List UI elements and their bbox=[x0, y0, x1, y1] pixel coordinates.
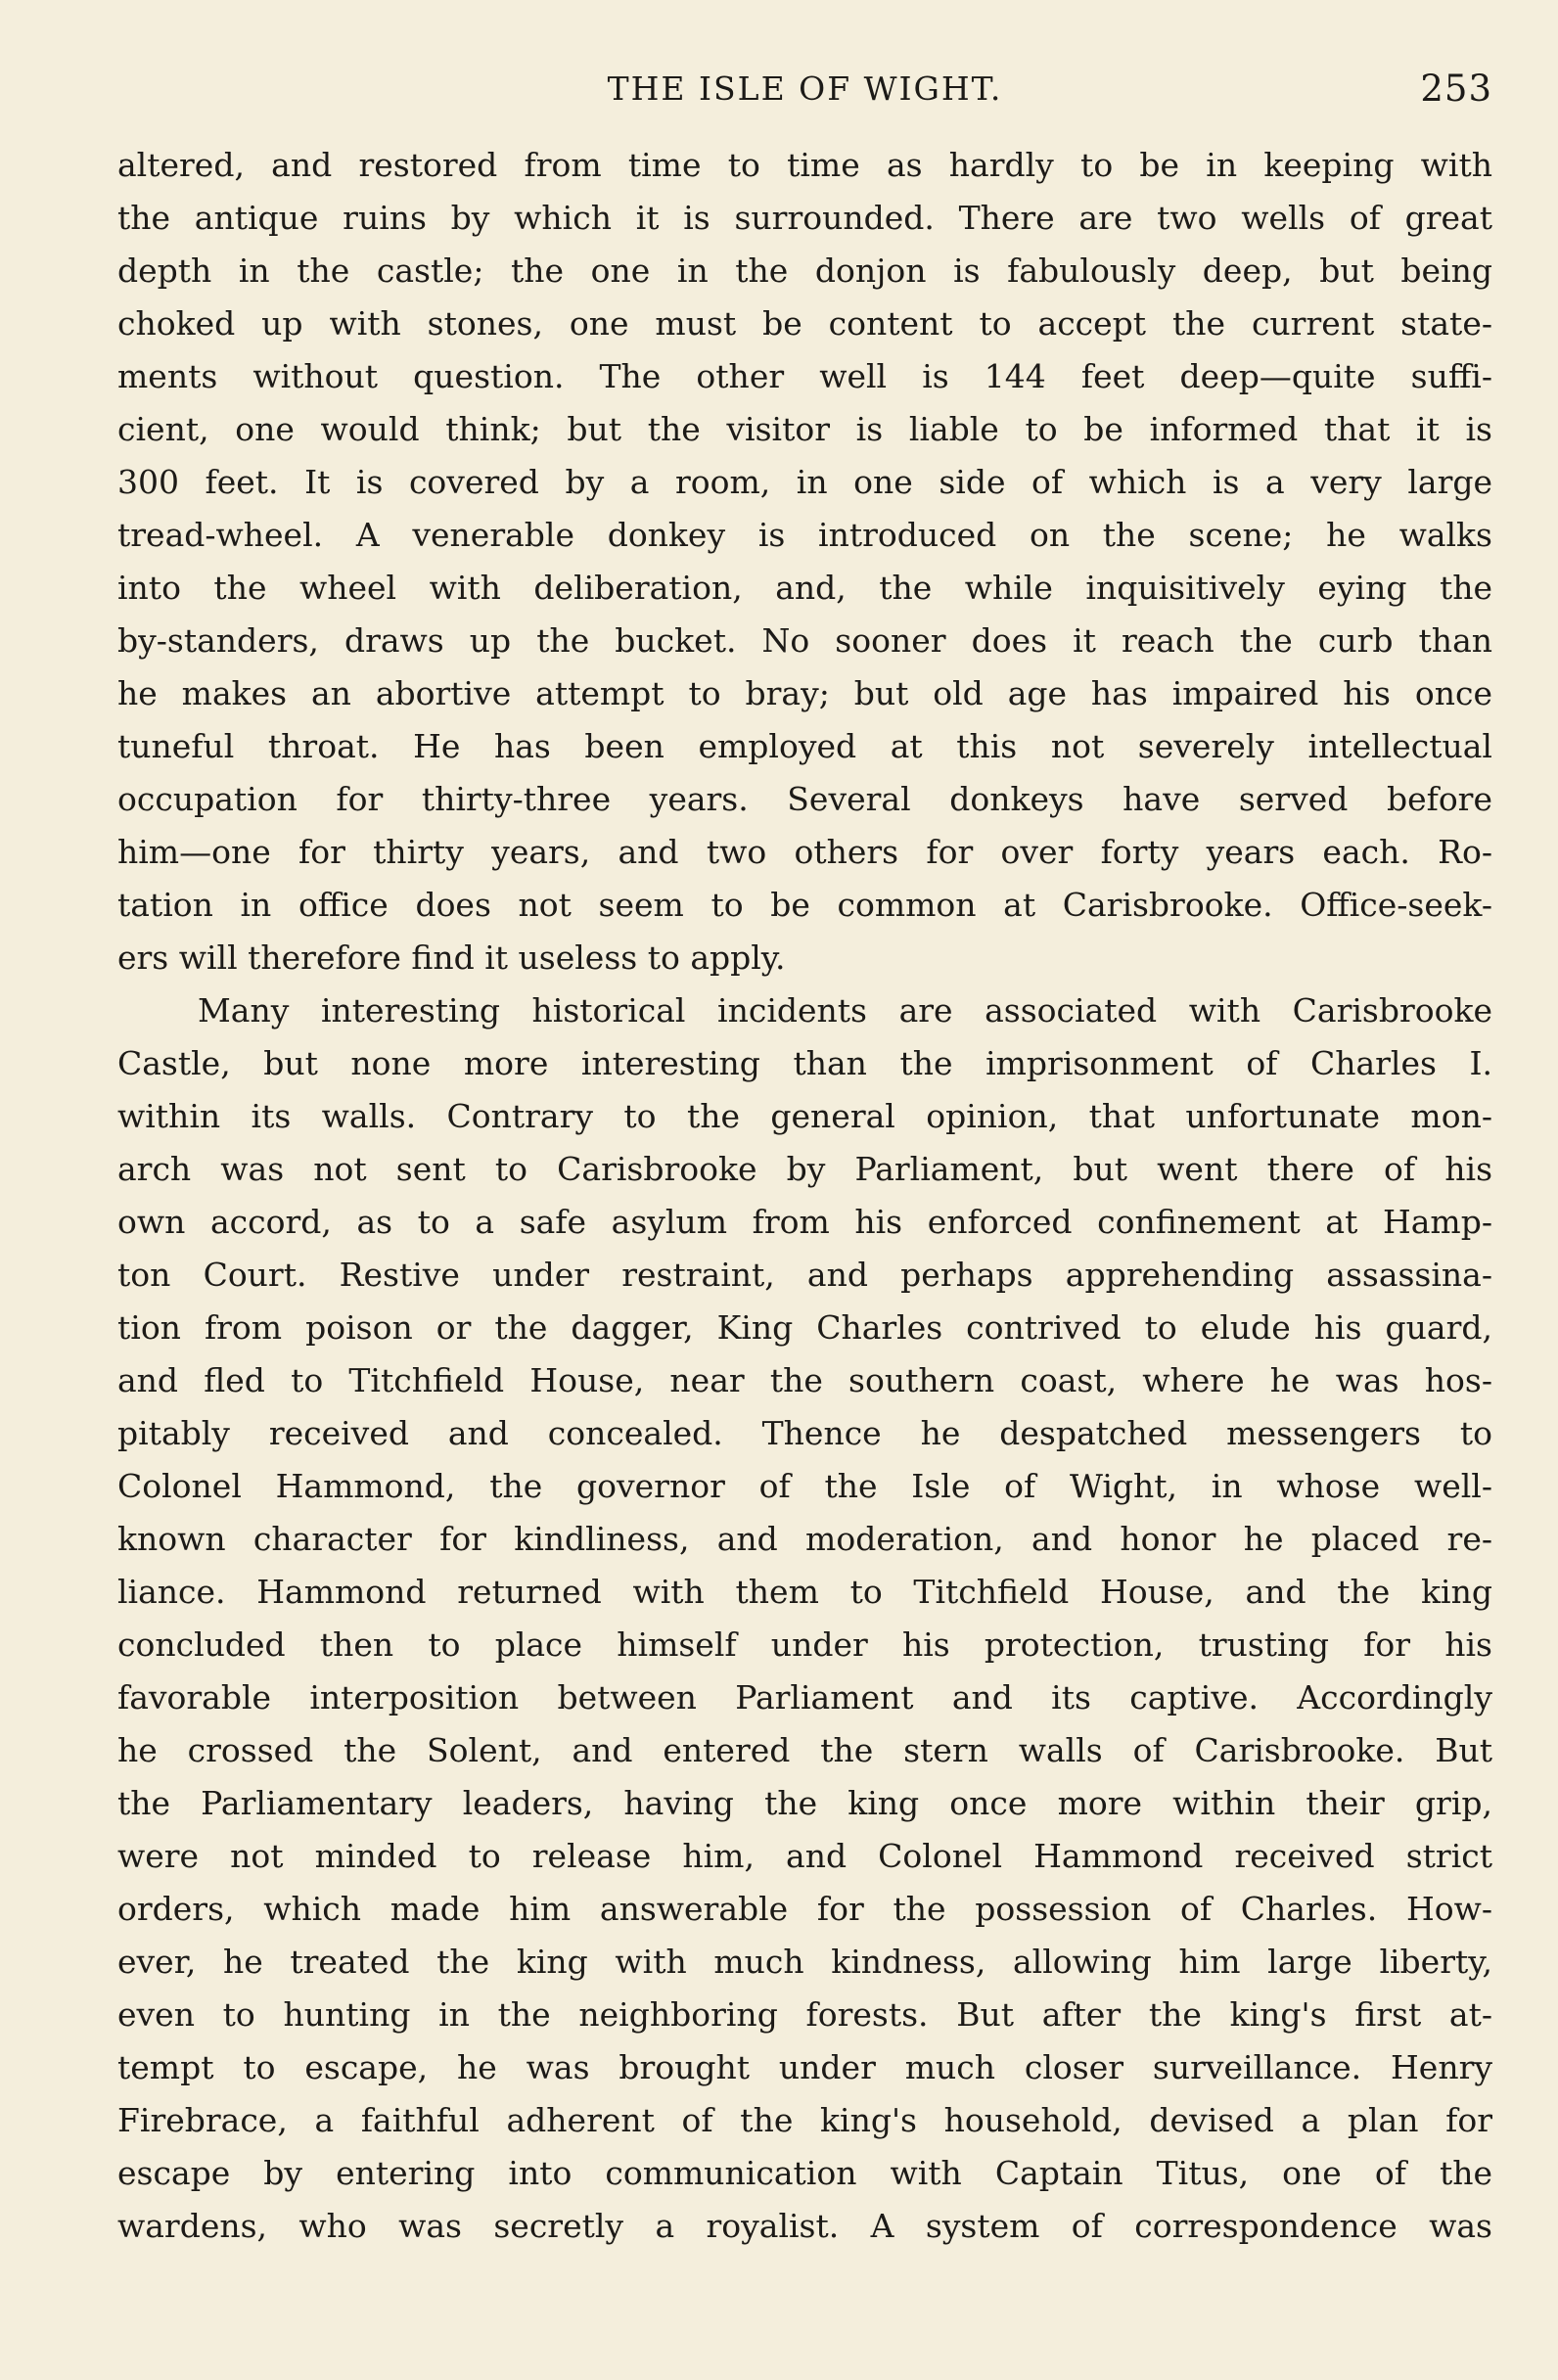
text-line: altered, and restored from time to time as hardly to be in keeping with bbox=[117, 146, 1492, 184]
text-line: the antique ruins by which it is surrounded. There are two wells of great bbox=[117, 199, 1492, 237]
text-line: concluded then to place himself under his protection, trusting for his bbox=[117, 1625, 1492, 1664]
text-line: Colonel Hammond, the governor of the Isle of Wight, in whose well- bbox=[117, 1467, 1492, 1505]
text-line: he crossed the Solent, and entered the stern walls of Carisbrooke. But bbox=[117, 1731, 1492, 1769]
text-line: escape by entering into communication with Captain Titus, one of the bbox=[117, 2154, 1492, 2192]
text-line: tempt to escape, he was brought under much closer surveillance. Henry bbox=[117, 2048, 1492, 2086]
text-line: arch was not sent to Carisbrooke by Parliament, but went there of his bbox=[117, 1150, 1492, 1188]
text-line: tuneful throat. He has been employed at this not severely intellectual bbox=[117, 727, 1492, 765]
text-line: ments without question. The other well is 144 feet deep—quite suffi- bbox=[117, 357, 1492, 395]
text-line: and fled to Titchfield House, near the southern coast, where he was hos- bbox=[117, 1361, 1492, 1399]
text-line: pitably received and concealed. Thence he despatched messengers to bbox=[117, 1414, 1492, 1452]
text-line: 300 feet. It is covered by a room, in one side of which is a very large bbox=[117, 463, 1492, 501]
page-header bbox=[117, 65, 1492, 114]
text-line: ever, he treated the king with much kindness, allowing him large liberty, bbox=[117, 1943, 1492, 1981]
page-number: 253 bbox=[1420, 68, 1492, 110]
text-line: own accord, as to a safe asylum from his enforced confinement at Hamp- bbox=[117, 1203, 1492, 1241]
text-line: ers will therefore find it useless to apply. bbox=[117, 938, 786, 977]
text-line: wardens, who was secretly a royalist. A system of correspondence was bbox=[117, 2207, 1492, 2245]
text-line: orders, which made him answerable for the possession of Charles. How- bbox=[117, 1890, 1492, 1928]
text-line: the Parliamentary leaders, having the king once more within their grip, bbox=[117, 1784, 1492, 1822]
text-line: were not minded to release him, and Colonel Hammond received strict bbox=[117, 1837, 1492, 1875]
text-line: occupation for thirty-three years. Several donkeys have served before bbox=[117, 780, 1492, 818]
text-line: Castle, but none more interesting than the imprisonment of Charles I. bbox=[117, 1044, 1492, 1082]
running-title: THE ISLE OF WIGHT. bbox=[607, 69, 1003, 108]
text-line: Firebrace, a faithful adherent of the king's household, devised a plan for bbox=[117, 2101, 1492, 2139]
text-line: within its walls. Contrary to the general opinion, that unfortunate mon- bbox=[117, 1097, 1492, 1135]
text-line: favorable interposition between Parliament and its captive. Accordingly bbox=[117, 1678, 1492, 1716]
text-line: cient, one would think; but the visitor is liable to be informed that it is bbox=[117, 410, 1492, 448]
text-line: into the wheel with deliberation, and, the while inquisitively eying the bbox=[117, 569, 1492, 607]
paragraph-1 bbox=[117, 139, 1492, 984]
text-line: tread-wheel. A venerable donkey is introduced on the scene; he walks bbox=[117, 516, 1492, 554]
text-line: tation in office does not seem to be common at Carisbrooke. Office-seek- bbox=[117, 886, 1492, 924]
body-text bbox=[117, 139, 1492, 2253]
text-line: known character for kindliness, and moderation, and honor he placed re- bbox=[117, 1520, 1492, 1558]
text-line: choked up with stones, one must be content to accept the current state- bbox=[117, 304, 1492, 343]
text-line: ton Court. Restive under restraint, and perhaps apprehending assassina- bbox=[117, 1256, 1492, 1294]
text-line: he makes an abortive attempt to bray; but old age has impaired his once bbox=[117, 674, 1492, 712]
text-line: depth in the castle; the one in the donjon is fabulously deep, but being bbox=[117, 252, 1492, 290]
text-line: liance. Hammond returned with them to Titchfield House, and the king bbox=[117, 1573, 1492, 1611]
text-line: tion from poison or the dagger, King Charles contrived to elude his guard, bbox=[117, 1308, 1492, 1347]
text-line: Many interesting historical incidents are associated with Carisbrooke bbox=[198, 991, 1492, 1030]
text-line: him—one for thirty years, and two others for over forty years each. Ro- bbox=[117, 833, 1492, 871]
text-line: by-standers, draws up the bucket. No sooner does it reach the curb than bbox=[117, 621, 1492, 660]
text-line: even to hunting in the neighboring forests. But after the king's first at- bbox=[117, 1995, 1492, 2034]
paragraph-2 bbox=[117, 984, 1492, 2253]
